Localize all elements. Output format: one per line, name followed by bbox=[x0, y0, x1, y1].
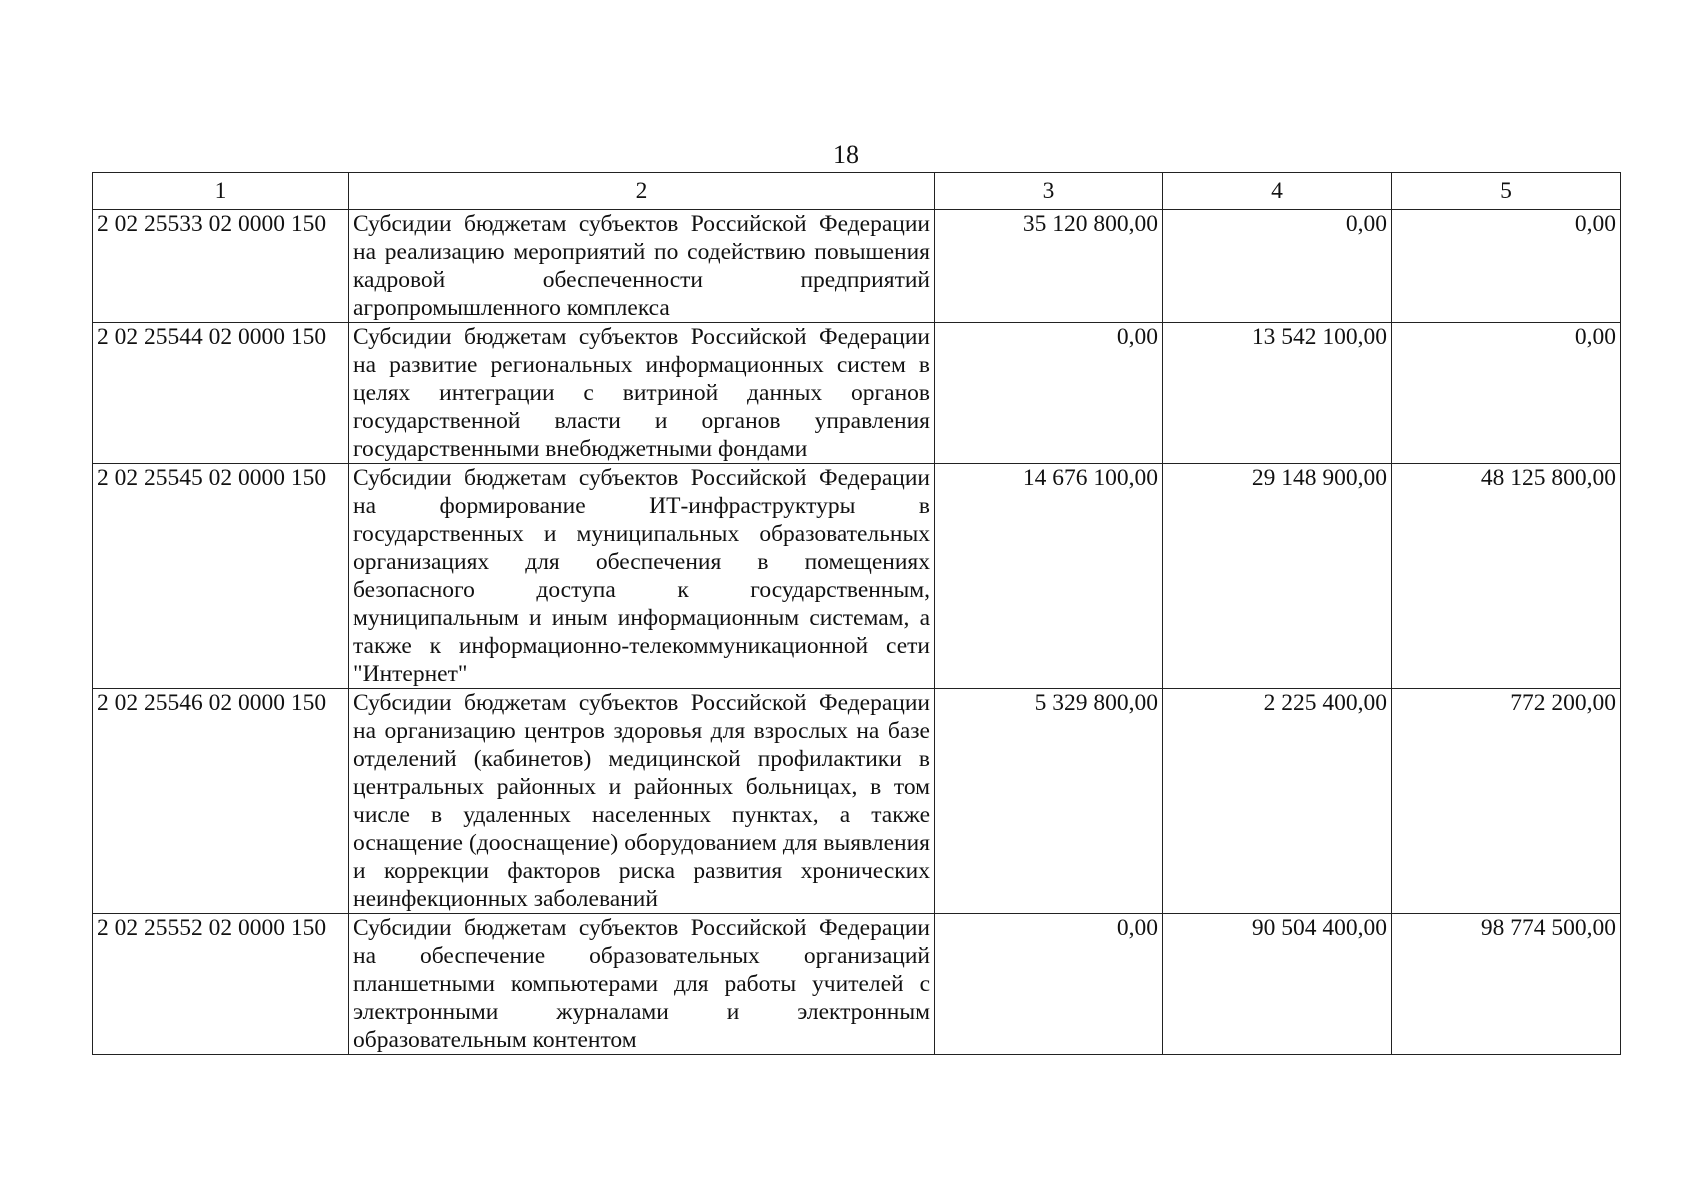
amount-col-5: 0,00 bbox=[1392, 323, 1621, 464]
page-number: 18 bbox=[833, 140, 859, 169]
amount-col-5: 0,00 bbox=[1392, 210, 1621, 323]
column-header-4: 4 bbox=[1163, 173, 1392, 210]
amount-col-4: 0,00 bbox=[1163, 210, 1392, 323]
subsidy-description: Субсидии бюджетам субъектов Российской Федерации на развитие региональных информационных систем в целях интеграции с витриной данных органов государственной власти и органов управления государственными внебюджетными фондами bbox=[349, 323, 935, 464]
subsidy-description: Субсидии бюджетам субъектов Российской Федерации на организацию центров здоровья для взрослых на базе отделений (кабинетов) медицинской профилактики в центральных районных и районных больницах, в том числе в удаленных населенных пунктах, а также оснащение (дооснащение) оборудованием для выявления и коррекции факторов риска развития хронических неинфекционных заболеваний bbox=[349, 689, 935, 914]
amount-col-3: 35 120 800,00 bbox=[935, 210, 1163, 323]
table-header-row bbox=[93, 173, 1621, 210]
column-header-5: 5 bbox=[1392, 173, 1621, 210]
subsidy-description: Субсидии бюджетам субъектов Российской Федерации на реализацию мероприятий по содействию повышения кадровой обеспеченности предприятий агропромышленного комплекса bbox=[349, 210, 935, 323]
budget-code: 2 02 25545 02 0000 150 bbox=[93, 464, 349, 689]
budget-code: 2 02 25533 02 0000 150 bbox=[93, 210, 349, 323]
column-header-1: 1 bbox=[93, 173, 349, 210]
budget-table bbox=[92, 172, 1621, 1055]
amount-col-5: 772 200,00 bbox=[1392, 689, 1621, 914]
amount-col-5: 48 125 800,00 bbox=[1392, 464, 1621, 689]
amount-col-3: 0,00 bbox=[935, 914, 1163, 1055]
budget-code: 2 02 25544 02 0000 150 bbox=[93, 323, 349, 464]
budget-code: 2 02 25546 02 0000 150 bbox=[93, 689, 349, 914]
amount-col-4: 90 504 400,00 bbox=[1163, 914, 1392, 1055]
column-header-2: 2 bbox=[349, 173, 935, 210]
subsidy-description: Субсидии бюджетам субъектов Российской Федерации на обеспечение образовательных организаций планшетными компьютерами для работы учителей с электронными журналами и электронным образовательным контентом bbox=[349, 914, 935, 1055]
amount-col-3: 0,00 bbox=[935, 323, 1163, 464]
table-row bbox=[93, 464, 1621, 689]
amount-col-3: 14 676 100,00 bbox=[935, 464, 1163, 689]
amount-col-3: 5 329 800,00 bbox=[935, 689, 1163, 914]
budget-code: 2 02 25552 02 0000 150 bbox=[93, 914, 349, 1055]
amount-col-4: 29 148 900,00 bbox=[1163, 464, 1392, 689]
table-row bbox=[93, 914, 1621, 1055]
table-row bbox=[93, 689, 1621, 914]
table-row bbox=[93, 323, 1621, 464]
subsidy-description: Субсидии бюджетам субъектов Российской Федерации на формирование ИТ-инфраструктуры в государственных и муниципальных образовательных организациях для обеспечения в помещениях безопасного доступа к государственным, муниципальным и иным информационным системам, а также к информационно-телекоммуникационной сети "Интернет" bbox=[349, 464, 935, 689]
table-row bbox=[93, 210, 1621, 323]
amount-col-4: 13 542 100,00 bbox=[1163, 323, 1392, 464]
amount-col-4: 2 225 400,00 bbox=[1163, 689, 1392, 914]
amount-col-5: 98 774 500,00 bbox=[1392, 914, 1621, 1055]
column-header-3: 3 bbox=[935, 173, 1163, 210]
